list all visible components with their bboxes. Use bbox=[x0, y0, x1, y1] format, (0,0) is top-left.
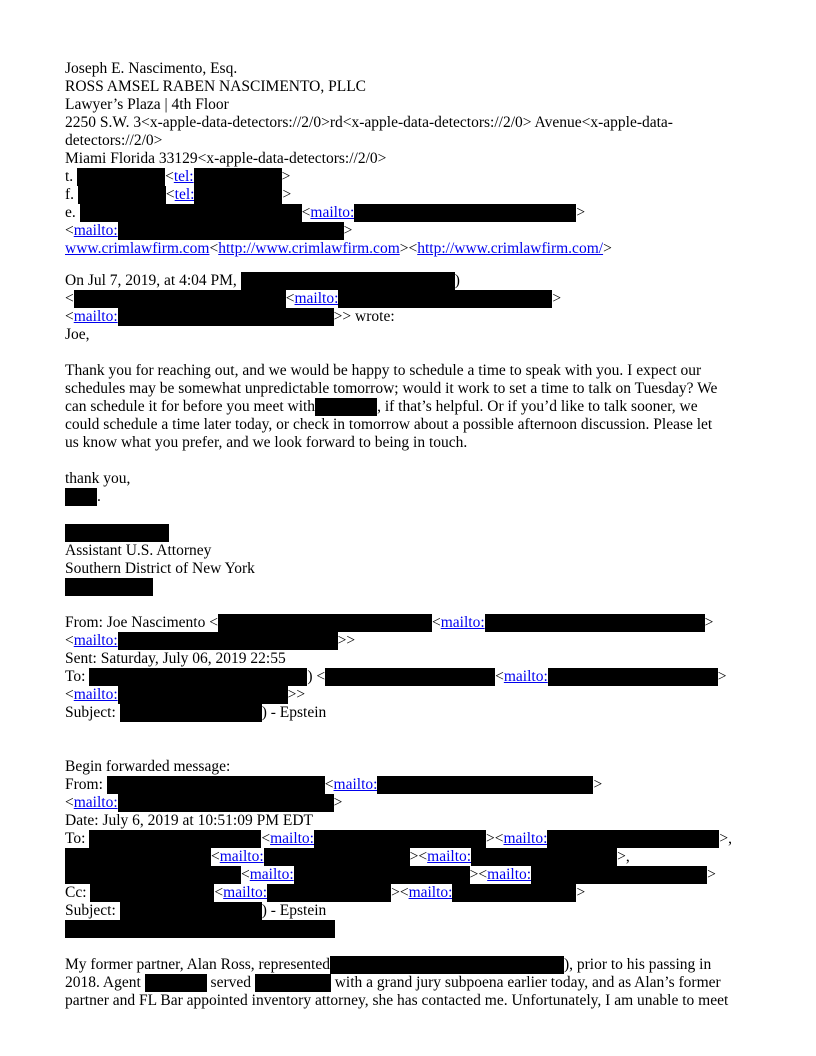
redaction bbox=[354, 204, 576, 222]
body-line: My former partner, Alan Ross, represented ), prior to his passing in bbox=[65, 956, 712, 973]
body-line: 2018. Agent served with a grand jury subpoena earlier today, and as Alan’s former bbox=[65, 974, 721, 991]
fax-line: f. <tel: > bbox=[65, 186, 292, 203]
fm-cc-line: Cc: <mailto: ><mailto: > bbox=[65, 884, 586, 901]
redaction bbox=[330, 956, 564, 974]
fm-from-line-cont: <mailto: > bbox=[65, 794, 343, 811]
mailto-link[interactable]: mailto: bbox=[487, 866, 532, 883]
fwd-to-line-cont: <mailto: >> bbox=[65, 686, 306, 703]
mailto-link[interactable]: mailto: bbox=[73, 632, 118, 649]
redaction bbox=[107, 776, 325, 794]
website-link[interactable]: http://www.crimlawfirm.com/ bbox=[417, 240, 604, 257]
mailto-link[interactable]: mailto: bbox=[310, 204, 355, 221]
redaction bbox=[89, 668, 307, 686]
reply-body-line: could schedule a time later today, or check in tomorrow about a possible afternoon discussion. Please let bbox=[65, 416, 713, 433]
address-line: 2250 S.W. 3<x-apple-data-detectors://2/0>rd<x-apple-data-detectors://2/0> Avenue<x-apple-data- bbox=[65, 114, 673, 131]
redaction bbox=[255, 974, 331, 992]
redaction bbox=[65, 524, 169, 542]
fwd-from-line-cont: <mailto: >> bbox=[65, 632, 356, 649]
phone-line: t. <tel: > bbox=[65, 168, 291, 185]
redaction bbox=[120, 704, 262, 722]
fm-subject-line: Subject: ) - Epstein bbox=[65, 902, 327, 919]
reply-header-cont: <mailto: >> wrote: bbox=[65, 308, 395, 325]
redaction bbox=[377, 776, 593, 794]
redaction bbox=[118, 222, 344, 240]
office-floor: Lawyer’s Plaza | 4th Floor bbox=[65, 96, 229, 113]
city-line: Miami Florida 33129<x-apple-data-detectors://2/0> bbox=[65, 150, 387, 167]
fm-to-line: To: <mailto: ><mailto: >, bbox=[65, 830, 733, 847]
signature-name bbox=[65, 524, 169, 542]
redaction bbox=[118, 308, 334, 326]
mailto-link[interactable]: mailto: bbox=[73, 222, 118, 239]
redaction bbox=[531, 866, 707, 884]
redaction bbox=[77, 168, 165, 186]
closing: thank you, bbox=[65, 470, 131, 487]
fm-to-line-cont: <mailto: ><mailto: >, bbox=[65, 848, 630, 866]
redaction bbox=[65, 866, 241, 884]
address-line-cont: detectors://2/0> bbox=[65, 132, 163, 149]
redaction bbox=[120, 902, 262, 920]
redaction bbox=[65, 488, 97, 506]
firm-name: ROSS AMSEL RABEN NASCIMENTO, PLLC bbox=[65, 78, 367, 95]
mailto-link[interactable]: mailto: bbox=[294, 290, 339, 307]
email-line: e. <mailto: > bbox=[65, 204, 586, 221]
reply-header: On Jul 7, 2019, at 4:04 PM, ) bbox=[65, 272, 460, 289]
greeting: Joe, bbox=[65, 326, 90, 343]
fm-date-line: Date: July 6, 2019 at 10:51:09 PM EDT bbox=[65, 812, 313, 829]
redaction bbox=[74, 290, 286, 308]
fwd-to-line: To: ) < <mailto: > bbox=[65, 668, 727, 685]
reply-body-line: Thank you for reaching out, and we would be happy to schedule a time to speak with you. I expect our bbox=[65, 362, 702, 379]
mailto-link[interactable]: mailto: bbox=[427, 848, 472, 865]
redaction bbox=[548, 668, 718, 686]
redaction bbox=[90, 884, 214, 902]
redaction bbox=[338, 290, 552, 308]
redaction bbox=[118, 686, 288, 704]
redaction bbox=[89, 830, 261, 848]
fwd-sent-line: Sent: Saturday, July 06, 2019 22:55 bbox=[65, 650, 286, 667]
redaction bbox=[485, 614, 705, 632]
website-link[interactable]: http://www.crimlawfirm.com bbox=[218, 240, 400, 257]
redaction bbox=[118, 632, 338, 650]
redaction bbox=[547, 830, 719, 848]
mailto-link[interactable]: mailto: bbox=[408, 884, 453, 901]
fwd-subject-line: Subject: ) - Epstein bbox=[65, 704, 327, 721]
redaction bbox=[294, 866, 470, 884]
redaction bbox=[314, 830, 486, 848]
redaction bbox=[315, 398, 377, 416]
redaction bbox=[267, 884, 391, 902]
mailto-link[interactable]: mailto: bbox=[219, 848, 264, 865]
mailto-link[interactable]: mailto: bbox=[73, 308, 118, 325]
redaction bbox=[65, 578, 153, 596]
forward-intro: Begin forwarded message: bbox=[65, 758, 231, 775]
redaction bbox=[194, 186, 282, 204]
signature-phone bbox=[65, 578, 153, 596]
redaction bbox=[471, 848, 617, 866]
signature-office: Southern District of New York bbox=[65, 560, 255, 577]
body-line: partner and FL Bar appointed inventory attorney, she has contacted me. Unfortunately, I am unable to meet bbox=[65, 992, 729, 1009]
tel-link[interactable]: tel: bbox=[174, 186, 195, 203]
mailto-link[interactable]: mailto: bbox=[73, 686, 118, 703]
mailto-link[interactable]: mailto: bbox=[440, 614, 485, 631]
redaction bbox=[78, 186, 166, 204]
redaction bbox=[241, 272, 455, 290]
website-link[interactable]: www.crimlawfirm.com bbox=[65, 240, 210, 257]
mailto-link[interactable]: mailto: bbox=[73, 794, 118, 811]
redaction bbox=[264, 848, 410, 866]
reply-body-line: can schedule it for before you meet with , if that’s helpful. Or if you’d like to talk sooner, we bbox=[65, 398, 698, 415]
email-line-cont: <mailto: > bbox=[65, 222, 353, 239]
fm-redacted-line bbox=[65, 920, 335, 938]
redaction bbox=[218, 614, 432, 632]
mailto-link[interactable]: mailto: bbox=[333, 776, 378, 793]
redaction bbox=[65, 920, 335, 938]
redaction bbox=[118, 794, 334, 812]
reply-header-cont: < <mailto: > bbox=[65, 290, 562, 307]
website-line: www.crimlawfirm.com<http://www.crimlawfirm.com><http://www.crimlawfirm.com/> bbox=[65, 240, 612, 257]
reply-body-line: us know what you prefer, and we look forward to being in touch. bbox=[65, 434, 468, 451]
mailto-link[interactable]: mailto: bbox=[503, 668, 548, 685]
mailto-link[interactable]: mailto: bbox=[270, 830, 314, 847]
mailto-link[interactable]: mailto: bbox=[249, 866, 294, 883]
fm-to-line-cont: <mailto: ><mailto: > bbox=[65, 866, 716, 884]
mailto-link[interactable]: mailto: bbox=[223, 884, 268, 901]
signature-title: Assistant U.S. Attorney bbox=[65, 542, 212, 559]
signature-initials: . bbox=[65, 488, 101, 506]
redaction bbox=[145, 974, 207, 992]
tel-link[interactable]: tel: bbox=[173, 168, 194, 185]
fm-from-line: From: <mailto: > bbox=[65, 776, 603, 793]
redaction bbox=[452, 884, 576, 902]
mailto-link[interactable]: mailto: bbox=[503, 830, 548, 847]
redaction bbox=[65, 848, 211, 866]
redaction bbox=[325, 668, 495, 686]
fwd-from-line: From: Joe Nascimento < <mailto: > bbox=[65, 614, 714, 631]
redaction bbox=[194, 168, 282, 186]
reply-body-line: schedules may be somewhat unpredictable tomorrow; would it work to set a time to talk on Tuesday? We bbox=[65, 380, 718, 397]
redaction bbox=[80, 204, 302, 222]
sender-name: Joseph E. Nascimento, Esq. bbox=[65, 60, 238, 77]
